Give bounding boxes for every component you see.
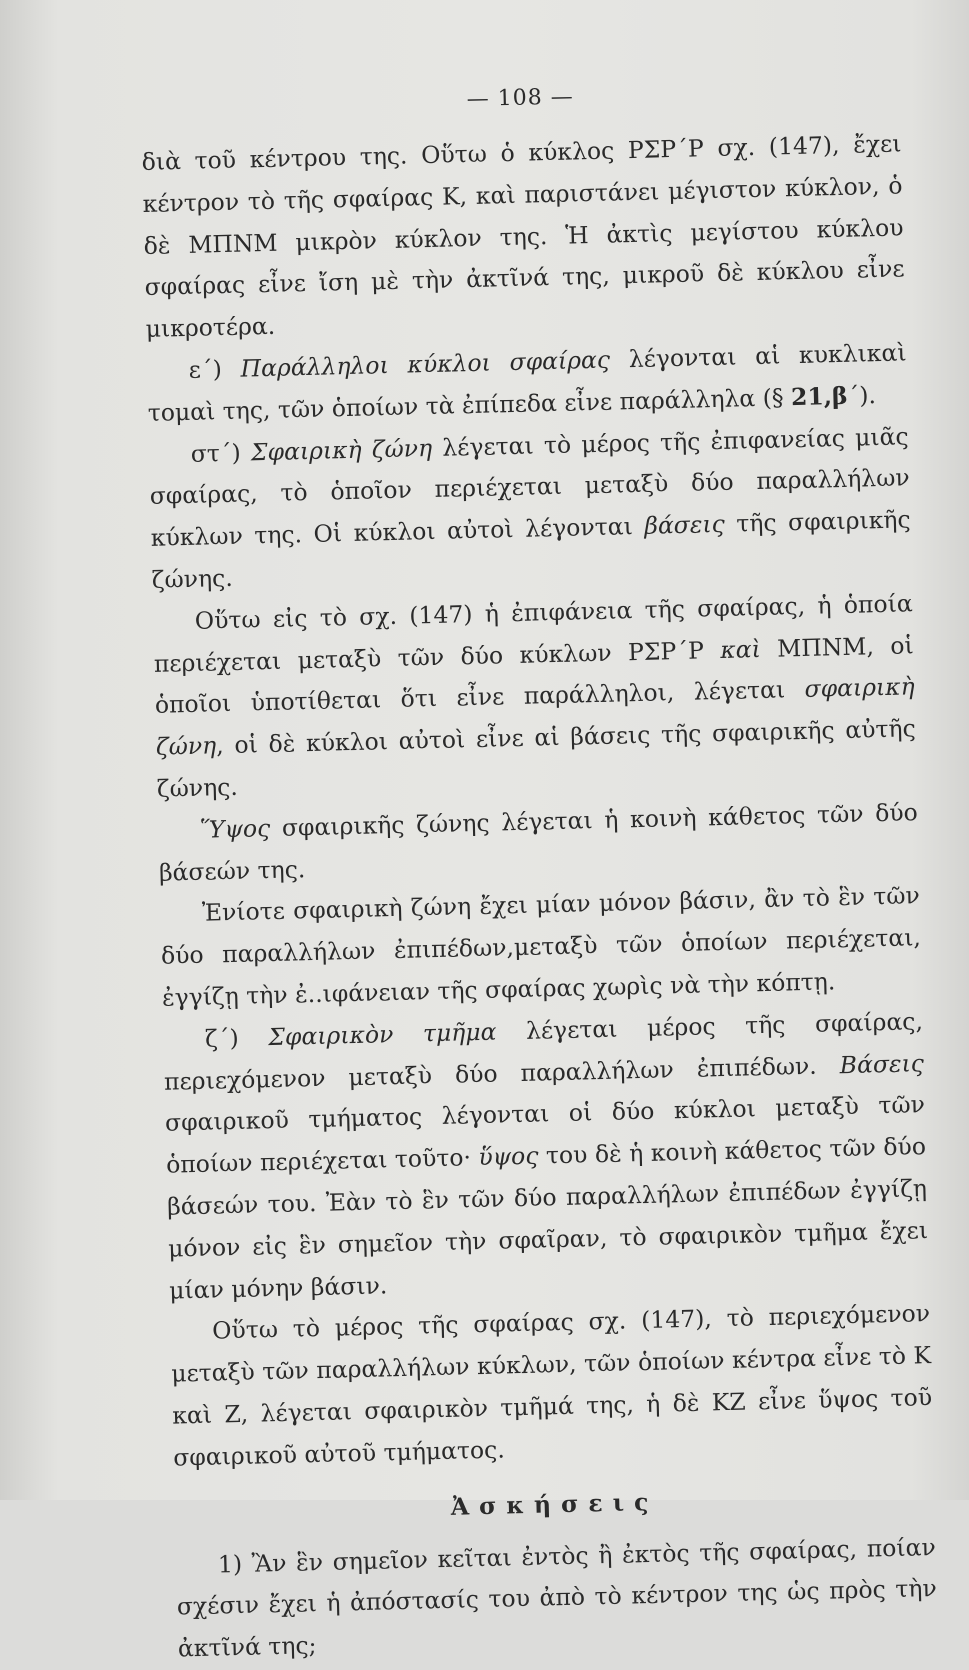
text-run: λέγονται αἱ κυκλικαὶ τομαὶ της, τῶν ὁποίων τὰ ἐπίπεδα εἶνε παράλληλα (§	[147, 338, 907, 427]
text-run: καὶ	[719, 634, 762, 664]
exercise-item-e1: 1) Ἂν ἓν σημεῖον κεῖται ἐντὸς ἢ ἐκτὸς τῆς σφαίρας, ποίαν σχέσιν ἔχει ἡ ἀπόστασίς του ἀπὸ τὸ κέντρον της ὡς πρὸς τὴν ἀκτῖνά της;	[176, 1532, 938, 1663]
text-run: βάσεις	[643, 510, 726, 540]
text-run: ΄).	[847, 380, 877, 410]
paragraph-p3	[148, 416, 912, 602]
text-run: ε΄)	[188, 354, 241, 384]
paragraph-p8	[170, 1293, 934, 1479]
text-run: Οὕτω εἰς τὸ σχ. (147) ἡ ἐπιφάνεια τῆς σφαίρας, ἡ ὁποία περιέχεται μεταξὺ τῶν δύο κύκλων ΡΣΡ΄Ρ	[153, 589, 913, 678]
exercises-heading: Ἀσκήσεις	[450, 1487, 659, 1521]
text-run: Σφαιρικὴ ζώνη	[250, 433, 433, 466]
text-run: 21,β	[790, 381, 848, 411]
text-run: διὰ τοῦ κέντρου της. Οὕτω ὁ κύκλος ΡΣΡ΄Ρ σχ. (147), ἔχει κέντρον τὸ τῆς σφαίρας Κ, καὶ παριστάνει μέγιστον κύκλον, ὁ δὲ ΜΠΝΜ μικρὸν κύκλον της. Ἡ ἀκτὶς μεγίστου κύκλου σφαίρας εἶνε ἴση μὲ τὴν ἀκτῖνά της, μικροῦ δὲ κύκλου εἶνε μικροτέρα.	[141, 129, 905, 344]
text-run: Οὕτω τὸ μέρος τῆς σφαίρας σχ. (147), τὸ περιεχόμενον μεταξὺ τῶν παραλλήλων κύκλων, τῶν ὁποίων κέντρα εἶνε τὸ Κ καὶ Ζ, λέγεται σφαιρικὸν τμῆμά της, ἡ δὲ ΚΖ εἶνε ὕψος τοῦ σφαιρικοῦ αὐτοῦ τμήματος.	[170, 1299, 933, 1472]
text-run: του δὲ ἡ κοινὴ κάθετος τῶν δύο βάσεών του. Ἐὰν τὸ ἓν τῶν δύο παραλλήλων ἐπιπέδων ἐγγίζῃ μόνον εἰς ἓν σημεῖον τὴν σφαῖραν, τὸ σφαιρικὸν τμῆμα ἔχει μίαν μόνην βάσιν.	[166, 1132, 929, 1305]
paragraph-p7	[163, 1001, 930, 1312]
text-run: Βάσεις	[839, 1048, 925, 1079]
text-run: σφαιρικῆς ζώνης λέγεται ἡ κοινὴ κάθετος τῶν δύο βάσεών της.	[158, 797, 919, 887]
text-run: Σφαιρικὸν τμῆμα	[267, 1017, 497, 1051]
text-run: λέγεται μέρος τῆς σφαίρας, περιεχόμενον μεταξὺ δύο παραλλήλων ἐπιπέδων.	[163, 1006, 924, 1096]
text-run: Παράλληλοι κύκλοι σφαίρας	[240, 345, 611, 383]
page-number: — 108 —	[466, 84, 574, 113]
text-run: Ὕψος	[199, 813, 271, 844]
paragraph-p4	[152, 583, 917, 810]
text-run: Ἐνίοτε σφαιρικὴ ζώνη ἔχει μίαν μόνον βάσιν, ἂν τὸ ἓν τῶν δύο παραλλήλων ἐπιπέδων,μεταξὺ τῶν ὁποίων περιέχεται, ἐγγίζῃ τὴν ἐ..ιφάνειαν τῆς σφαίρας χωρὶς νὰ τὴν κόπτῃ.	[160, 881, 922, 1012]
text-run: τῆς σφαιρικῆς ζώνης.	[151, 505, 911, 594]
exercise-list	[175, 1526, 938, 1670]
text-run: , οἱ δὲ κύκλοι αὐτοὶ εἶνε αἱ βάσεις τῆς σφαιρικῆς αὐτῆς ζώνης.	[156, 714, 917, 803]
text-run: στ΄)	[190, 437, 252, 468]
text-run: ὕψος	[478, 1141, 539, 1172]
text-run: ΜΠΝΜ, οἱ ὁποῖοι ὑποτίθεται ὅτι εἶνε παράλληλοι, λέγεται	[154, 630, 915, 720]
paragraph-p6	[160, 876, 923, 1020]
text-run: ζ΄)	[204, 1022, 269, 1053]
text-run: λέγεται τὸ μέρος τῆς ἐπιφανείας μιᾶς σφαίρας, τὸ ὁποῖον περιέχεται μεταξὺ δύο παραλλήλων κύκλων της. Οἱ κύκλοι αὐτοὶ λέγονται	[149, 421, 910, 553]
body-paragraphs	[141, 123, 933, 1479]
text-run: σφαιρικὴ ζώνη	[155, 672, 916, 761]
text-run: σφαιρικοῦ τμήματος λέγονται οἱ δύο κύκλοι μεταξὺ τῶν ὁποίων περιέχεται τοῦτο·	[164, 1090, 926, 1179]
page-text-block	[140, 76, 938, 1670]
paragraph-p1	[141, 123, 906, 350]
